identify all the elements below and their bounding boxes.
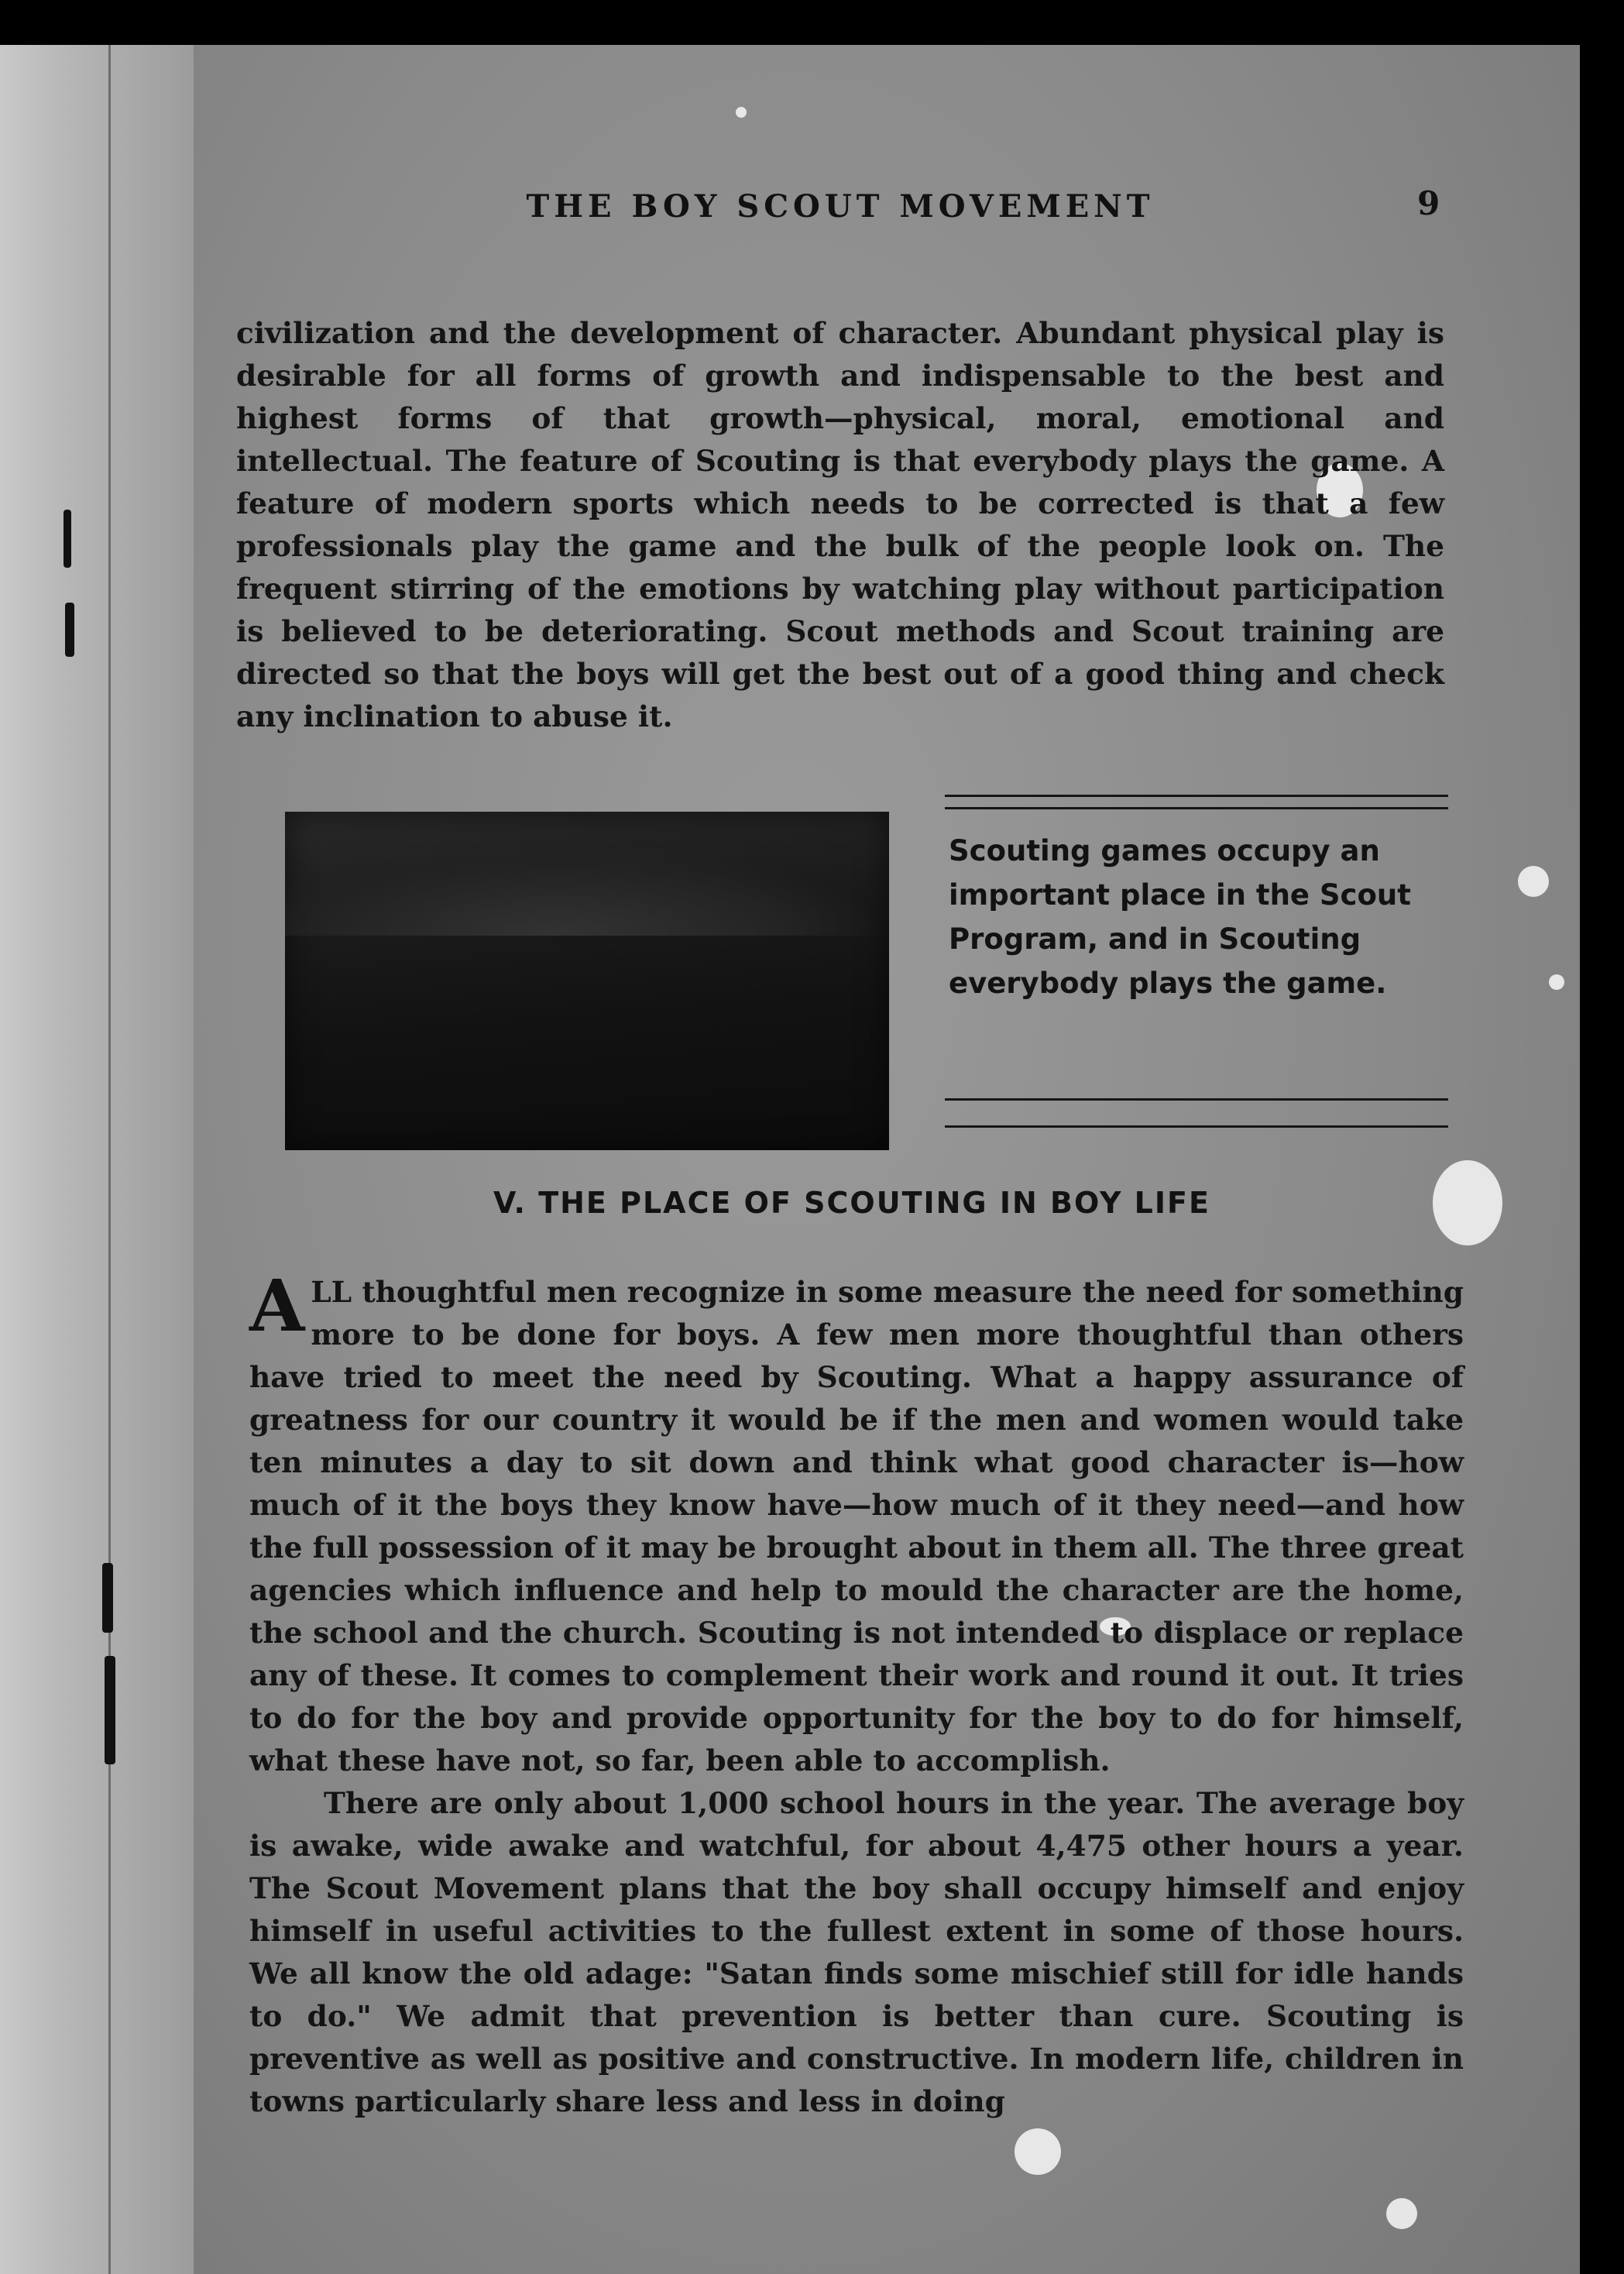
binding-mark (64, 510, 71, 568)
section-paragraph-1 (249, 1264, 1464, 1782)
scan-speck (736, 107, 747, 118)
opening-paragraph (236, 312, 1444, 738)
page-number: 9 (1417, 184, 1440, 222)
section-paragraph-2: There are only about 1,000 school hours in the year. The average boy is awake, wide awake and watchful, for about 4,475 other hours a year. The Scout Movement plans that the boy shall occupy himself and enjoy himself in useful activities to the fullest extent in some of those hours. We all know the old adage: "Satan finds some mischief still for idle hands to do." We admit that prevention is better than cure. Scouting is preventive as well as positive and constructive. In modern life, children in towns particularly share less and less in doing (249, 1786, 1464, 2118)
caption-rule-bottom (945, 1098, 1448, 1101)
book-page (0, 45, 1580, 2274)
binding-mark (105, 1656, 115, 1764)
gutter-crease (108, 45, 111, 2274)
running-head: THE BOY SCOUT MOVEMENT (526, 188, 1155, 225)
photo-caption: Scouting games occupy an important place in the Scout Program, and in Scouting everybody plays the game. (949, 834, 1411, 1000)
scan-speck (1518, 866, 1549, 897)
section-heading: V. THE PLACE OF SCOUTING IN BOY LIFE (493, 1186, 1210, 1220)
drop-cap: A (249, 1264, 305, 1348)
scouting-games-photo (285, 812, 889, 1150)
paragraph-text: civilization and the development of character. Abundant physical play is desirable for all forms of growth and indispensable to the best and highest forms of that growth—physical, moral, emotional and intellectual. The feature of Scouting is that everybody plays the game. A feature of modern sports which needs to be corrected is that a few professionals play the game and the bulk of the people look on. The frequent stirring of the emotions by watching play without participation is believed to be deteriorating. Scout methods and Scout training are directed so that the boys will get the best out of a good thing and check any inclination to abuse it. (236, 316, 1444, 733)
binding-mark (102, 1563, 113, 1633)
page-gutter (0, 45, 194, 2274)
scan-speck (1549, 974, 1564, 990)
binding-mark (65, 603, 74, 657)
caption-rule-top (945, 807, 1448, 809)
scan-speck (1386, 2198, 1417, 2229)
caption-rule-top (945, 795, 1448, 797)
photo-hillside (285, 843, 889, 936)
paragraph-text: LL thoughtful men recognize in some measure the need for something more to be done for boys. A few men more thoughtful than others have tried to meet the need by Scouting. What a happy assurance of greatness for our country it would be if the men and women would take ten minutes a day to sit down and think what good character is—how much of it the boys they know have—how much of it they need—and how the full possession of it may be brought about in them all. The three great agencies which influence and help to mould the character are the home, the school and the church. Scouting is not intended to displace or replace any of these. It comes to complement their work and round it out. It tries to do for the boy and provide opportunity for the boy to do for himself, what these have not, so far, been able to accomplish. (249, 1275, 1464, 1778)
scan-speck (1015, 2128, 1061, 2175)
section-body (249, 1264, 1464, 2123)
caption-rule-bottom (945, 1125, 1448, 1128)
